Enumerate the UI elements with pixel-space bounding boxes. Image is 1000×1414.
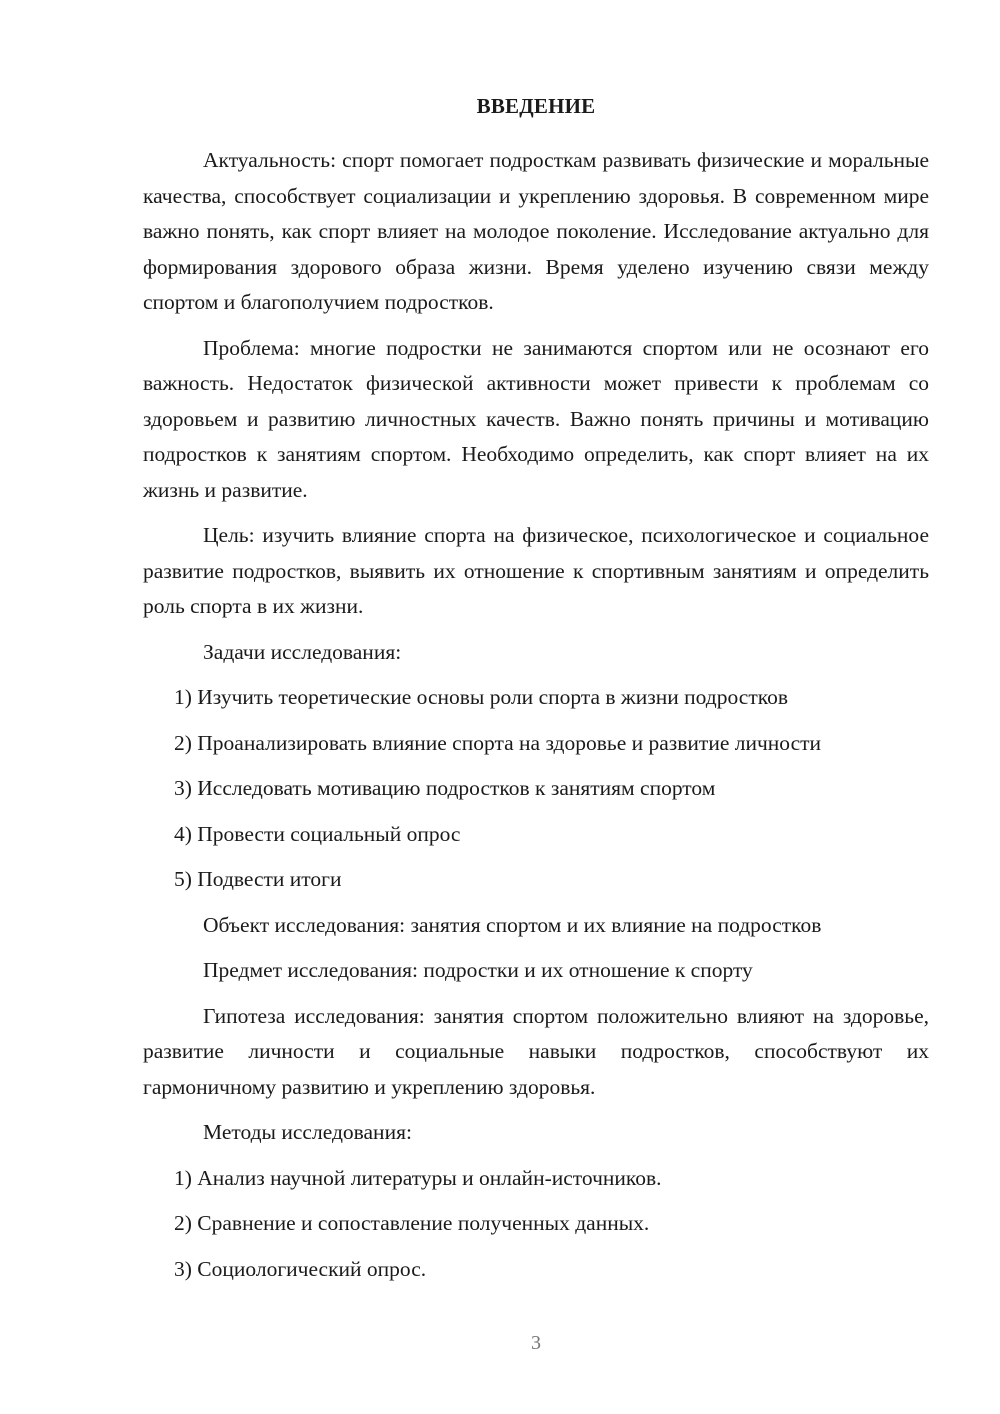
- task-item: 2) Проанализировать влияние спорта на здоровье и развитие личности: [174, 730, 822, 755]
- section-title: ВВЕДЕНИЕ: [476, 94, 596, 118]
- method-item: 1) Анализ научной литературы и онлайн-источников.: [174, 1165, 662, 1190]
- research-object: Объект исследования: занятия спортом и их влияние на подростков: [203, 912, 822, 937]
- task-item: 5) Подвести итоги: [174, 867, 342, 891]
- method-item: 3) Социологический опрос.: [174, 1256, 427, 1281]
- task-item: 4) Провести социальный опрос: [174, 821, 461, 846]
- task-item: 1) Изучить теоретические основы роли спорта в жизни подростков: [174, 685, 788, 709]
- problem-paragraph: Проблема: многие подростки не занимаются спортом или не осознают его важность. Недостаток физической активности может привести к проблемам со здоровьем и развитию личностных качеств. Важно понять причины и мотивацию подростков к занятиям спортом. Необходимо определить, как спорт влияет на их жизнь и развитие.: [143, 335, 929, 502]
- task-item: 3) Исследовать мотивацию подростков к занятиям спортом: [174, 776, 716, 800]
- goal-paragraph: Цель: изучить влияние спорта на физическое, психологическое и социальное развитие подростков, выявить их отношение к спортивным занятиям и определить роль спорта в их жизни.: [143, 523, 929, 618]
- relevance-paragraph: Актуальность: спорт помогает подросткам развивать физические и моральные качества, способствует социализации и укреплению здоровья. В современном мире важно понять, как спорт влияет на молодое поколение. Исследование актуально для формирования здорового образа жизни. Время уделено изучению связи между спортом и благополучием подростков.: [143, 148, 929, 314]
- page-number: 3: [531, 1332, 541, 1354]
- tasks-heading: Задачи исследования:: [203, 639, 402, 664]
- document-body: [143, 143, 929, 1297]
- research-subject: Предмет исследования: подростки и их отношение к спорту: [203, 958, 753, 982]
- methods-heading: Методы исследования:: [203, 1120, 412, 1144]
- method-item: 2) Сравнение и сопоставление полученных данных.: [174, 1211, 650, 1235]
- hypothesis-paragraph: Гипотеза исследования: занятия спортом положительно влияют на здоровье, развитие личности и социальные навыки подростков, способствуют их гармоничному развитию и укреплению здоровья.: [143, 1003, 929, 1099]
